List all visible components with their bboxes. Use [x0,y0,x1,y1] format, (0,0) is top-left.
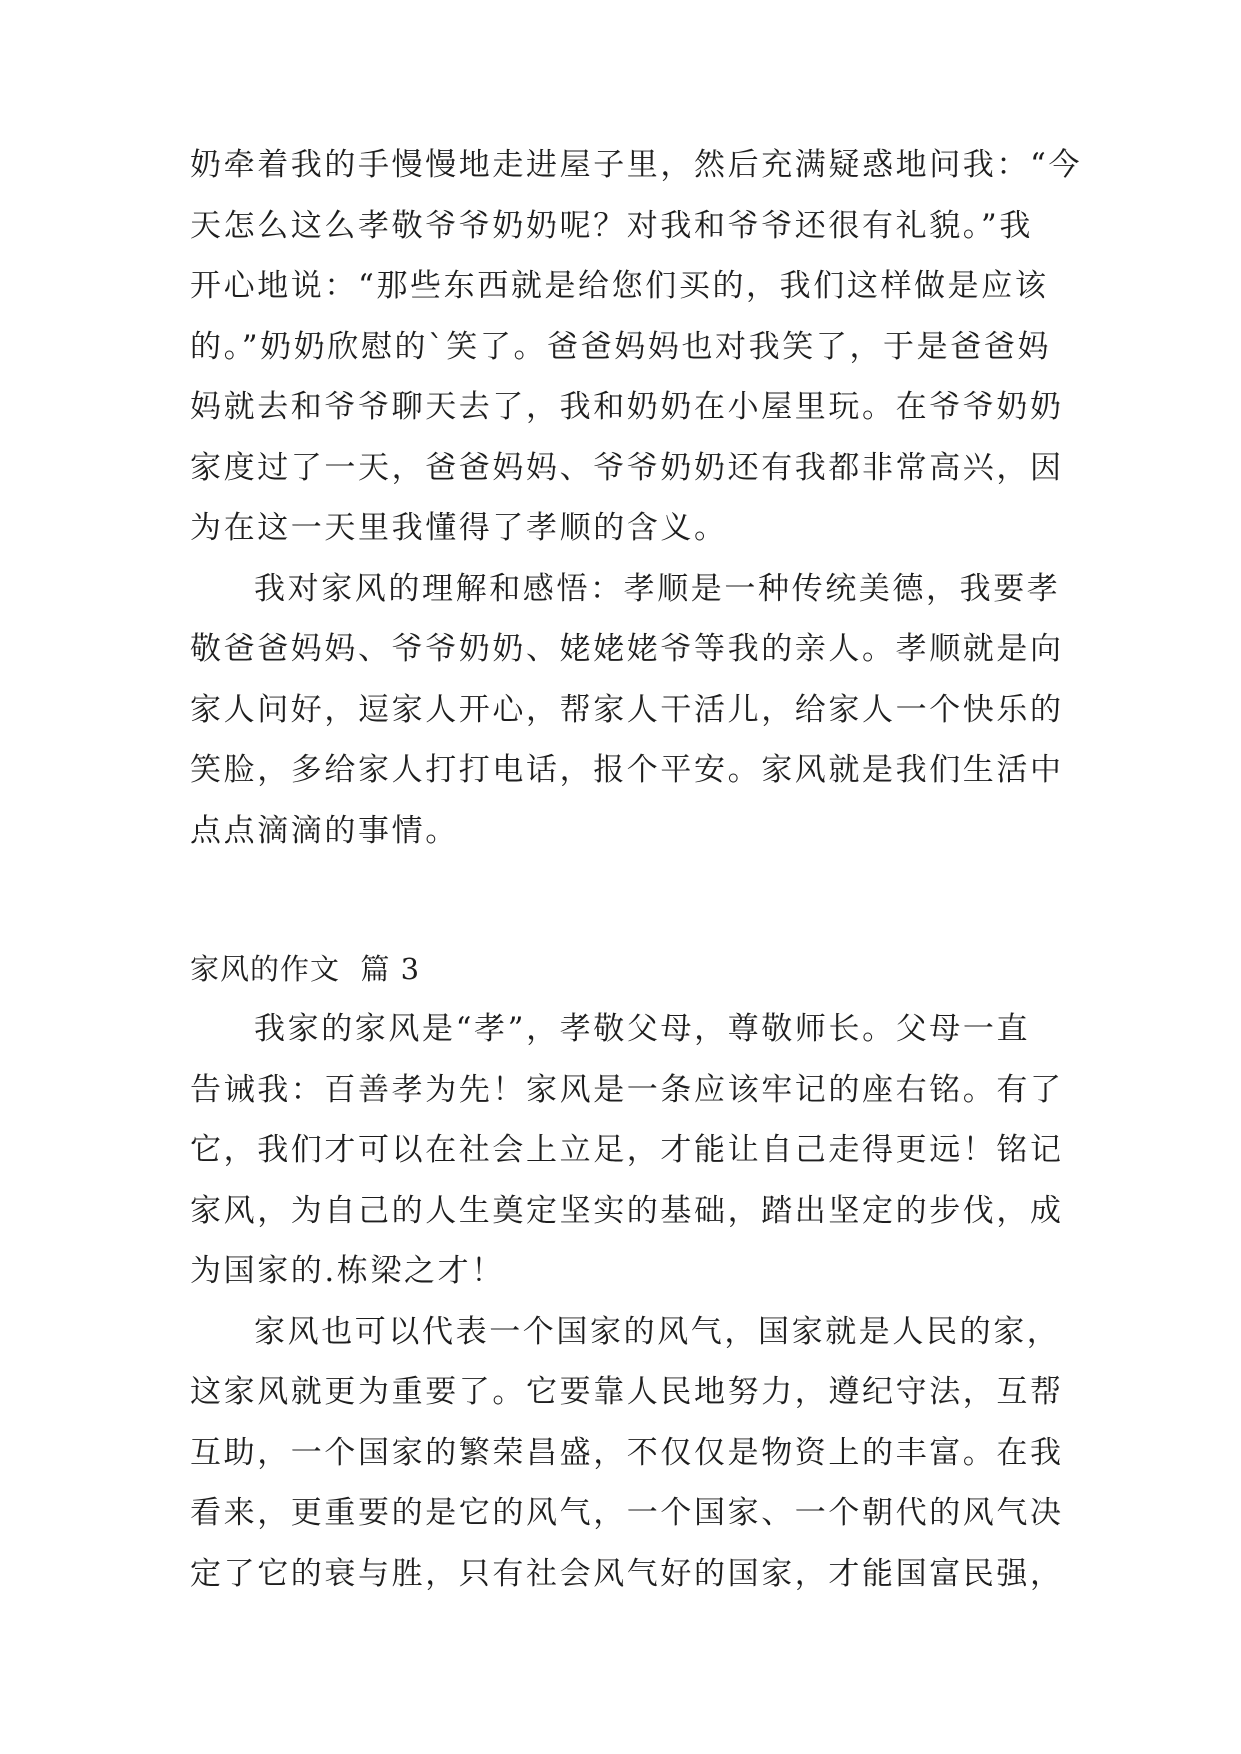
text-line: 家人问好，逗家人开心，帮家人干活儿，给家人一个快乐的 [190,691,1064,728]
text-line: 的。”奶奶欣慰的`笑了。爸爸妈妈也对我笑了，于是爸爸妈 [190,328,1052,365]
paragraph-1 [190,135,1083,559]
paragraph-3 [190,999,1064,1302]
text-line: 看来，更重要的是它的风气，一个国家、一个朝代的风气决 [190,1495,1064,1531]
text-line: 告诫我：百善孝为先！家风是一条应该牢记的座右铭。有了 [190,1071,1064,1108]
text-line: 为在这一天里我懂得了孝顺的含义。 [190,510,728,546]
text-line: 我家的家风是“孝”，孝敬父母，尊敬师长。父母一直 [254,1011,1031,1047]
text-line: 家度过了一天，爸爸妈妈、爷爷奶奶还有我都非常高兴，因 [190,449,1064,486]
section-title: 家风的作文 篇 3 [190,952,421,986]
text-line: 它，我们才可以在社会上立足，才能让自己走得更远！铭记 [190,1132,1064,1168]
text-line: 点点滴滴的事情。 [190,812,459,849]
text-line: 开心地说：“那些东西就是给您们买的，我们这样做是应该 [190,268,1049,304]
paragraph-4 [190,1302,1064,1605]
text-line: 互助，一个国家的繁荣昌盛，不仅仅是物资上的丰富。在我 [190,1434,1064,1471]
text-line: 天怎么这么孝敬爷爷奶奶呢？对我和爷爷还很有礼貌。”我 [190,207,1033,244]
text-line: 敬爸爸妈妈、爷爷奶奶、姥姥姥爷等我的亲人。孝顺就是向 [190,631,1064,667]
text-line: 家风也可以代表一个国家的风气，国家就是人民的家， [254,1313,1061,1350]
text-line: 笑脸，多给家人打打电话，报个平安。家风就是我们生活中 [190,752,1064,788]
text-line: 妈就去和爷爷聊天去了，我和奶奶在小屋里玩。在爷爷奶奶 [190,389,1064,425]
text-line: 定了它的衰与胜，只有社会风气好的国家，才能国富民强， [190,1555,1064,1592]
text-line: 这家风就更为重要了。它要靠人民地努力，遵纪守法，互帮 [190,1374,1064,1410]
text-line: 奶牵着我的手慢慢地走进屋子里，然后充满疑惑地问我：“今 [190,147,1083,183]
paragraph-2 [190,559,1064,862]
text-line: 我对家风的理解和感悟：孝顺是一种传统美德，我要孝 [254,570,1061,607]
document-body [190,135,1083,1604]
text-line: 为国家的.栋梁之才！ [190,1253,505,1289]
text-line: 家风，为自己的人生奠定坚实的基础，踏出坚定的步伐，成 [190,1192,1064,1229]
